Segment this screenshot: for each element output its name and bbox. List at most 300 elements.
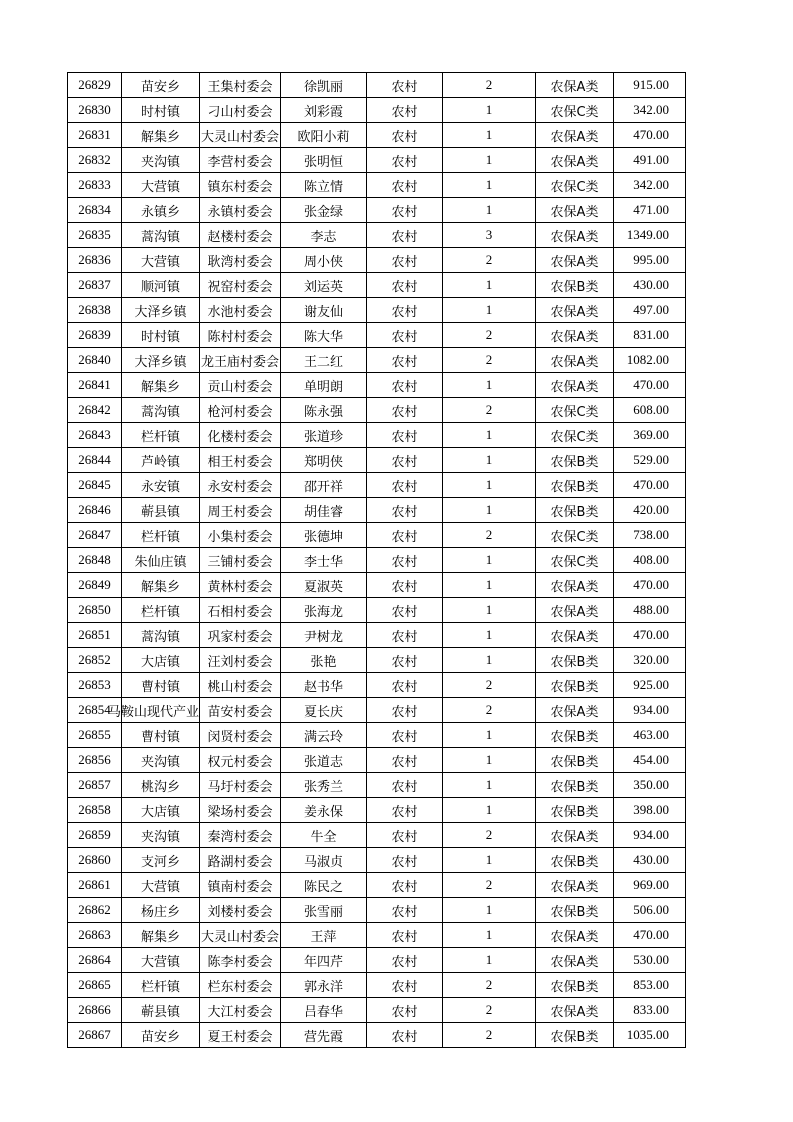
cell-person-name: 夏淑英 [281,573,367,598]
table-row [68,73,686,98]
records-table-body [68,73,686,1048]
cell-insurance-class: 农保B类 [536,748,614,773]
cell-town: 大营镇 [122,248,200,273]
cell-person-name: 刘运英 [281,273,367,298]
cell-town: 时村镇 [122,98,200,123]
table-row [68,98,686,123]
cell-amount: 738.00 [614,523,686,548]
cell-town: 芦岭镇 [122,448,200,473]
cell-amount: 398.00 [614,798,686,823]
cell-person-name: 张道珍 [281,423,367,448]
cell-amount: 470.00 [614,373,686,398]
cell-insurance-class: 农保A类 [536,198,614,223]
cell-town: 夹沟镇 [122,823,200,848]
cell-area-type: 农村 [367,573,443,598]
cell-town: 永安镇 [122,473,200,498]
cell-person-name: 张明恒 [281,148,367,173]
table-row [68,948,686,973]
cell-household-count: 1 [443,848,536,873]
cell-town: 顺河镇 [122,273,200,298]
cell-town: 解集乡 [122,123,200,148]
cell-record-id: 26861 [68,873,122,898]
cell-record-id: 26840 [68,348,122,373]
table-row [68,448,686,473]
cell-record-id: 26864 [68,948,122,973]
cell-village-committee: 大灵山村委会 [200,923,281,948]
cell-amount: 454.00 [614,748,686,773]
cell-record-id: 26839 [68,323,122,348]
cell-area-type: 农村 [367,398,443,423]
table-row [68,373,686,398]
table-row [68,598,686,623]
cell-insurance-class: 农保B类 [536,648,614,673]
cell-insurance-class: 农保C类 [536,423,614,448]
cell-insurance-class: 农保A类 [536,348,614,373]
cell-household-count: 1 [443,373,536,398]
table-row [68,698,686,723]
table-row [68,623,686,648]
cell-village-committee: 耿湾村委会 [200,248,281,273]
cell-amount: 463.00 [614,723,686,748]
cell-record-id: 26842 [68,398,122,423]
cell-village-committee: 贡山村委会 [200,373,281,398]
table-row [68,648,686,673]
cell-town: 永镇乡 [122,198,200,223]
cell-household-count: 1 [443,623,536,648]
cell-person-name: 陈民之 [281,873,367,898]
table-row [68,748,686,773]
cell-area-type: 农村 [367,123,443,148]
table-row [68,323,686,348]
table-row [68,673,686,698]
cell-person-name: 张金绿 [281,198,367,223]
cell-household-count: 1 [443,548,536,573]
cell-amount: 925.00 [614,673,686,698]
cell-household-count: 2 [443,873,536,898]
cell-record-id: 26835 [68,223,122,248]
cell-village-committee: 巩家村委会 [200,623,281,648]
cell-insurance-class: 农保A类 [536,73,614,98]
cell-record-id: 26830 [68,98,122,123]
cell-amount: 470.00 [614,473,686,498]
cell-area-type: 农村 [367,873,443,898]
cell-household-count: 1 [443,148,536,173]
cell-amount: 408.00 [614,548,686,573]
cell-village-committee: 永镇村委会 [200,198,281,223]
cell-town: 栏杆镇 [122,598,200,623]
cell-record-id: 26866 [68,998,122,1023]
cell-town: 苗安乡 [122,1023,200,1048]
cell-insurance-class: 农保A类 [536,823,614,848]
cell-person-name: 李士华 [281,548,367,573]
cell-insurance-class: 农保B类 [536,673,614,698]
cell-town: 朱仙庄镇 [122,548,200,573]
cell-household-count: 2 [443,823,536,848]
cell-village-committee: 闵贤村委会 [200,723,281,748]
cell-amount: 934.00 [614,698,686,723]
cell-town: 栏杆镇 [122,523,200,548]
cell-record-id: 26851 [68,623,122,648]
table-row [68,248,686,273]
cell-household-count: 1 [443,898,536,923]
cell-record-id: 26849 [68,573,122,598]
cell-amount: 529.00 [614,448,686,473]
cell-record-id: 26863 [68,923,122,948]
cell-village-committee: 石相村委会 [200,598,281,623]
cell-household-count: 1 [443,498,536,523]
cell-household-count: 1 [443,798,536,823]
cell-amount: 488.00 [614,598,686,623]
cell-area-type: 农村 [367,623,443,648]
cell-person-name: 陈立情 [281,173,367,198]
cell-person-name: 刘彩霞 [281,98,367,123]
cell-person-name: 欧阳小莉 [281,123,367,148]
cell-town: 马鞍山现代产业 [122,698,200,723]
cell-area-type: 农村 [367,1023,443,1048]
cell-village-committee: 小集村委会 [200,523,281,548]
table-row [68,723,686,748]
cell-area-type: 农村 [367,198,443,223]
cell-person-name: 张道志 [281,748,367,773]
cell-village-committee: 路湖村委会 [200,848,281,873]
cell-person-name: 夏长庆 [281,698,367,723]
cell-amount: 969.00 [614,873,686,898]
cell-amount: 1082.00 [614,348,686,373]
cell-amount: 491.00 [614,148,686,173]
cell-village-committee: 大江村委会 [200,998,281,1023]
cell-area-type: 农村 [367,548,443,573]
cell-amount: 470.00 [614,923,686,948]
cell-village-committee: 赵楼村委会 [200,223,281,248]
cell-amount: 853.00 [614,973,686,998]
cell-amount: 342.00 [614,98,686,123]
cell-town: 夹沟镇 [122,148,200,173]
cell-person-name: 马淑贞 [281,848,367,873]
cell-village-committee: 夏王村委会 [200,1023,281,1048]
cell-insurance-class: 农保A类 [536,598,614,623]
cell-person-name: 张雪丽 [281,898,367,923]
cell-village-committee: 黄林村委会 [200,573,281,598]
cell-person-name: 张海龙 [281,598,367,623]
cell-village-committee: 永安村委会 [200,473,281,498]
cell-area-type: 农村 [367,448,443,473]
cell-record-id: 26848 [68,548,122,573]
cell-town: 大营镇 [122,948,200,973]
cell-insurance-class: 农保B类 [536,848,614,873]
cell-area-type: 农村 [367,848,443,873]
cell-person-name: 王二红 [281,348,367,373]
cell-area-type: 农村 [367,523,443,548]
cell-village-committee: 秦湾村委会 [200,823,281,848]
cell-village-committee: 权元村委会 [200,748,281,773]
cell-village-committee: 化楼村委会 [200,423,281,448]
cell-record-id: 26860 [68,848,122,873]
cell-household-count: 1 [443,123,536,148]
table-row [68,873,686,898]
table-row [68,298,686,323]
cell-person-name: 吕春华 [281,998,367,1023]
cell-amount: 350.00 [614,773,686,798]
cell-household-count: 1 [443,198,536,223]
cell-amount: 833.00 [614,998,686,1023]
table-row [68,398,686,423]
cell-area-type: 农村 [367,323,443,348]
cell-amount: 831.00 [614,323,686,348]
table-row [68,173,686,198]
cell-record-id: 26859 [68,823,122,848]
cell-person-name: 周小侠 [281,248,367,273]
cell-area-type: 农村 [367,173,443,198]
cell-household-count: 1 [443,573,536,598]
cell-household-count: 1 [443,723,536,748]
cell-person-name: 张德坤 [281,523,367,548]
cell-village-committee: 栏东村委会 [200,973,281,998]
cell-record-id: 26853 [68,673,122,698]
cell-area-type: 农村 [367,98,443,123]
cell-record-id: 26865 [68,973,122,998]
cell-household-count: 1 [443,773,536,798]
cell-area-type: 农村 [367,73,443,98]
cell-household-count: 2 [443,348,536,373]
cell-amount: 470.00 [614,123,686,148]
cell-village-committee: 祝窑村委会 [200,273,281,298]
cell-area-type: 农村 [367,973,443,998]
cell-insurance-class: 农保C类 [536,398,614,423]
cell-town: 支河乡 [122,848,200,873]
cell-amount: 470.00 [614,573,686,598]
cell-person-name: 陈大华 [281,323,367,348]
cell-person-name: 年四芹 [281,948,367,973]
table-row [68,348,686,373]
cell-amount: 1349.00 [614,223,686,248]
cell-area-type: 农村 [367,423,443,448]
cell-household-count: 1 [443,598,536,623]
cell-village-committee: 梁场村委会 [200,798,281,823]
cell-insurance-class: 农保A类 [536,248,614,273]
cell-person-name: 郭永洋 [281,973,367,998]
cell-household-count: 2 [443,698,536,723]
cell-record-id: 26834 [68,198,122,223]
cell-amount: 497.00 [614,298,686,323]
cell-village-committee: 镇东村委会 [200,173,281,198]
cell-person-name: 谢友仙 [281,298,367,323]
cell-amount: 369.00 [614,423,686,448]
cell-household-count: 1 [443,748,536,773]
cell-village-committee: 李营村委会 [200,148,281,173]
cell-town: 杨庄乡 [122,898,200,923]
cell-area-type: 农村 [367,273,443,298]
cell-area-type: 农村 [367,673,443,698]
cell-village-committee: 刁山村委会 [200,98,281,123]
cell-amount: 608.00 [614,398,686,423]
cell-record-id: 26856 [68,748,122,773]
cell-town: 蒿沟镇 [122,623,200,648]
cell-household-count: 2 [443,973,536,998]
cell-village-committee: 陈村村委会 [200,323,281,348]
cell-person-name: 营先霞 [281,1023,367,1048]
cell-insurance-class: 农保B类 [536,973,614,998]
cell-amount: 995.00 [614,248,686,273]
cell-insurance-class: 农保A类 [536,998,614,1023]
cell-town: 桃沟乡 [122,773,200,798]
table-row [68,1023,686,1048]
cell-household-count: 2 [443,323,536,348]
cell-insurance-class: 农保C类 [536,548,614,573]
cell-person-name: 张艳 [281,648,367,673]
cell-area-type: 农村 [367,798,443,823]
cell-person-name: 胡佳睿 [281,498,367,523]
cell-town: 解集乡 [122,373,200,398]
cell-person-name: 姜永保 [281,798,367,823]
cell-record-id: 26832 [68,148,122,173]
cell-village-committee: 枪河村委会 [200,398,281,423]
cell-amount: 530.00 [614,948,686,973]
cell-area-type: 农村 [367,298,443,323]
cell-record-id: 26847 [68,523,122,548]
cell-household-count: 1 [443,173,536,198]
table-row [68,998,686,1023]
cell-amount: 934.00 [614,823,686,848]
cell-person-name: 牛全 [281,823,367,848]
cell-amount: 1035.00 [614,1023,686,1048]
cell-record-id: 26858 [68,798,122,823]
cell-person-name: 张秀兰 [281,773,367,798]
cell-record-id: 26841 [68,373,122,398]
cell-area-type: 农村 [367,923,443,948]
cell-insurance-class: 农保A类 [536,948,614,973]
table-row [68,523,686,548]
cell-area-type: 农村 [367,373,443,398]
cell-record-id: 26844 [68,448,122,473]
cell-insurance-class: 农保A类 [536,923,614,948]
cell-insurance-class: 农保A类 [536,623,614,648]
cell-town: 大营镇 [122,173,200,198]
cell-village-committee: 刘楼村委会 [200,898,281,923]
cell-insurance-class: 农保B类 [536,498,614,523]
cell-village-committee: 水池村委会 [200,298,281,323]
cell-insurance-class: 农保A类 [536,148,614,173]
cell-amount: 420.00 [614,498,686,523]
cell-town: 曹村镇 [122,723,200,748]
cell-record-id: 26862 [68,898,122,923]
cell-insurance-class: 农保B类 [536,798,614,823]
table-row [68,198,686,223]
table-row [68,798,686,823]
table-row [68,123,686,148]
cell-insurance-class: 农保A类 [536,323,614,348]
cell-record-id: 26843 [68,423,122,448]
cell-area-type: 农村 [367,948,443,973]
cell-record-id: 26829 [68,73,122,98]
cell-town: 大泽乡镇 [122,348,200,373]
cell-household-count: 2 [443,73,536,98]
cell-village-committee: 马圩村委会 [200,773,281,798]
cell-amount: 430.00 [614,848,686,873]
cell-area-type: 农村 [367,148,443,173]
cell-household-count: 2 [443,1023,536,1048]
cell-person-name: 陈永强 [281,398,367,423]
records-table [67,72,686,1048]
cell-town: 栏杆镇 [122,423,200,448]
cell-town: 蕲县镇 [122,498,200,523]
cell-insurance-class: 农保A类 [536,123,614,148]
cell-town: 蒿沟镇 [122,398,200,423]
table-row [68,223,686,248]
cell-insurance-class: 农保A类 [536,373,614,398]
cell-insurance-class: 农保A类 [536,873,614,898]
cell-record-id: 26845 [68,473,122,498]
cell-area-type: 农村 [367,773,443,798]
cell-village-committee: 王集村委会 [200,73,281,98]
cell-amount: 342.00 [614,173,686,198]
cell-village-committee: 周王村委会 [200,498,281,523]
cell-area-type: 农村 [367,723,443,748]
cell-town: 大店镇 [122,648,200,673]
cell-village-committee: 汪刘村委会 [200,648,281,673]
cell-town: 曹村镇 [122,673,200,698]
cell-town: 解集乡 [122,573,200,598]
cell-area-type: 农村 [367,648,443,673]
cell-record-id: 26852 [68,648,122,673]
cell-person-name: 赵书华 [281,673,367,698]
cell-household-count: 2 [443,523,536,548]
cell-person-name: 李志 [281,223,367,248]
cell-insurance-class: 农保B类 [536,773,614,798]
cell-area-type: 农村 [367,598,443,623]
cell-household-count: 2 [443,248,536,273]
cell-village-committee: 龙王庙村委会 [200,348,281,373]
cell-household-count: 2 [443,398,536,423]
cell-household-count: 1 [443,448,536,473]
cell-amount: 471.00 [614,198,686,223]
cell-town: 栏杆镇 [122,973,200,998]
cell-household-count: 1 [443,948,536,973]
cell-village-committee: 大灵山村委会 [200,123,281,148]
cell-insurance-class: 农保A类 [536,223,614,248]
cell-insurance-class: 农保C类 [536,98,614,123]
table-row [68,973,686,998]
cell-person-name: 徐凯丽 [281,73,367,98]
cell-area-type: 农村 [367,473,443,498]
cell-area-type: 农村 [367,898,443,923]
table-row [68,923,686,948]
cell-area-type: 农村 [367,348,443,373]
cell-insurance-class: 农保B类 [536,448,614,473]
cell-record-id: 26850 [68,598,122,623]
cell-insurance-class: 农保B类 [536,273,614,298]
cell-insurance-class: 农保A类 [536,573,614,598]
table-row [68,473,686,498]
cell-town: 大营镇 [122,873,200,898]
table-row [68,823,686,848]
cell-town: 蒿沟镇 [122,223,200,248]
cell-amount: 320.00 [614,648,686,673]
cell-household-count: 2 [443,998,536,1023]
cell-person-name: 单明朗 [281,373,367,398]
cell-household-count: 2 [443,673,536,698]
table-row [68,773,686,798]
cell-village-committee: 镇南村委会 [200,873,281,898]
cell-record-id: 26836 [68,248,122,273]
cell-town: 解集乡 [122,923,200,948]
table-row [68,548,686,573]
cell-household-count: 1 [443,473,536,498]
cell-town: 蕲县镇 [122,998,200,1023]
cell-record-id: 26846 [68,498,122,523]
cell-person-name: 尹树龙 [281,623,367,648]
cell-area-type: 农村 [367,223,443,248]
table-row [68,573,686,598]
